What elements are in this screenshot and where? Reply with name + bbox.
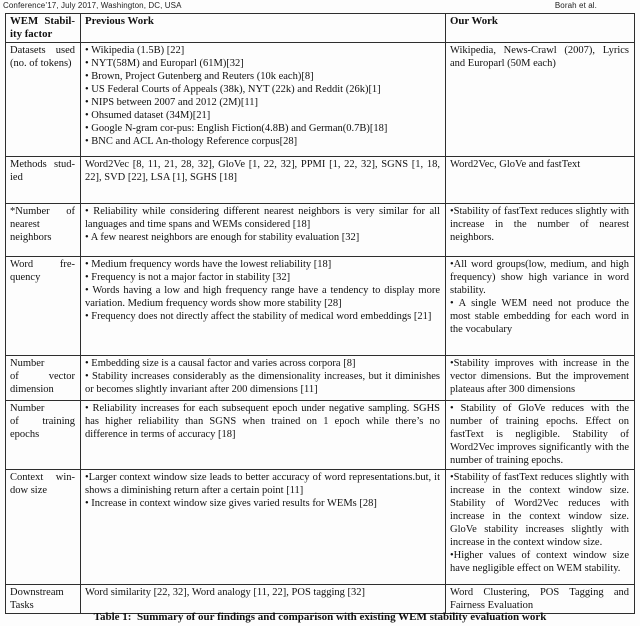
table-row: [6, 401, 635, 470]
previous-work-cell: [81, 470, 446, 585]
table-cell-paragraph: • NIPS between 2007 and 2012 (2M)[11]: [85, 97, 259, 108]
factor-cell: [6, 257, 81, 356]
table-row: [6, 470, 635, 585]
running-header-authors: Borah et al.: [554, 1, 597, 10]
table-cell-paragraph: • Google N-gram cor-pus: English Fiction(4.8B) and German(0.7B)[18]: [85, 123, 388, 134]
table-cell-paragraph: • Reliability while considering different nearest neighbors is very similar for all languages and time spans and WEMs considered [18]: [85, 206, 440, 230]
text-line: Methods stud-: [10, 159, 75, 170]
text-line: Word fre-: [10, 259, 75, 270]
table-cell-paragraph: • Increase in context window size gives varied results for WEMs [28]: [85, 498, 377, 509]
table-cell-paragraph: Word2Vec, GloVe and fastText: [450, 159, 581, 170]
col-header-previous-work: Previous Work: [81, 14, 446, 43]
table-cell-paragraph: • Words having a low and high frequency range have a tendency to display more variation. Medium frequency words show more stability [28]: [85, 285, 440, 309]
table-cell-paragraph: •Larger context window size leads to better accuracy of word representations.but, it shows a diminishing return after a certain point [11]: [85, 472, 440, 496]
summary-table: [5, 13, 635, 614]
table-cell-paragraph: • A few nearest neighbors are enough for stability evaluation [32]: [85, 232, 360, 243]
table-cell-paragraph: • Frequency is not a major factor in stability [32]: [85, 272, 291, 283]
text-line: of vector: [10, 371, 75, 382]
factor-cell: [6, 157, 81, 204]
text-line: dow size: [10, 485, 48, 496]
text-line: Number: [10, 358, 45, 369]
our-work-cell: [446, 585, 635, 614]
factor-cell: [6, 585, 81, 614]
table-caption: Table 1: Summary of our findings and comparison with existing WEM stability evaluation work: [93, 611, 547, 623]
previous-work-cell: [81, 356, 446, 401]
our-work-cell: [446, 257, 635, 356]
table-row: [6, 356, 635, 401]
table-cell-paragraph: Word Clustering, POS Tagging and Fairness Evaluation: [450, 587, 629, 611]
our-work-cell: [446, 356, 635, 401]
table-header-row: [6, 14, 635, 43]
text-line: dimension: [10, 384, 54, 395]
factor-cell: [6, 470, 81, 585]
our-work-cell: [446, 43, 635, 157]
previous-work-cell: [81, 157, 446, 204]
table-cell-paragraph: • Stability of GloVe reduces with the number of training epochs. Effect on fastText is negligible. Stability of Word2Vec improves significantly with the number of training epochs.: [450, 403, 629, 466]
text-line: nearest: [10, 219, 40, 230]
table-row: [6, 157, 635, 204]
factor-cell: [6, 356, 81, 401]
table-cell-paragraph: • BNC and ACL An-thology Reference corpus[28]: [85, 136, 298, 147]
our-work-cell: [446, 401, 635, 470]
table-cell-paragraph: • Wikipedia (1.5B) [22]: [85, 45, 185, 56]
table-row: [6, 204, 635, 257]
table-header: [6, 14, 635, 43]
text-line: (no. of tokens): [10, 58, 72, 69]
table-cell-paragraph: •Stability of fastText reduces slightly with increase in the context window size. Stability of Word2Vec reduces with increase in the context window size. GloVe stability increases slightly with increase in the context window size.: [450, 472, 629, 548]
text-line: Tasks: [10, 600, 34, 611]
previous-work-cell: [81, 204, 446, 257]
table-cell-paragraph: • Brown, Project Gutenberg and Reuters (10k each)[8]: [85, 71, 314, 82]
text-line: Number: [10, 403, 45, 414]
text-line: neighbors: [10, 232, 52, 243]
table-cell-paragraph: •Stability of fastText reduces slightly with increase in the number of nearest neighbors.: [450, 206, 629, 243]
text-line: ity factor: [10, 28, 53, 40]
text-line: Downstream: [10, 587, 64, 598]
col-header-wem-stability-factor: [6, 14, 81, 43]
table-cell-paragraph: • US Federal Courts of Appeals (38k), NYT (22k) and Reddit (26k)[1]: [85, 84, 381, 95]
text-line: *Number of: [10, 206, 75, 217]
text-line: quency: [10, 272, 41, 283]
text-line: of training: [10, 416, 75, 427]
table-cell-paragraph: • Reliability increases for each subsequent epoch under negative sampling. SGHS has higher reliability than SGNS when trained on 1 epoch while there’s no difference in terms of accuracy [18]: [85, 403, 440, 440]
table-row: [6, 43, 635, 157]
table-row: [6, 257, 635, 356]
previous-work-cell: [81, 257, 446, 356]
table-cell-paragraph: Word similarity [22, 32], Word analogy [11, 22], POS tagging [32]: [85, 587, 366, 598]
factor-cell: [6, 43, 81, 157]
table-cell-paragraph: • A single WEM need not produce the most stable embedding for each word in the vocabulary: [450, 298, 629, 335]
previous-work-cell: [81, 43, 446, 157]
our-work-cell: [446, 157, 635, 204]
factor-cell: [6, 401, 81, 470]
table-cell-paragraph: • Medium frequency words have the lowest reliability [18]: [85, 259, 332, 270]
table-cell-paragraph: • NYT(58M) and Europarl (61M)[32]: [85, 58, 244, 69]
table-cell-paragraph: • Ohsumed dataset (34M)[21]: [85, 110, 211, 121]
previous-work-cell: [81, 585, 446, 614]
text-line: Context win-: [10, 472, 75, 483]
table-cell-paragraph: • Embedding size is a causal factor and varies across corpora [8]: [85, 358, 356, 369]
text-line: WEM Stabil-: [10, 15, 75, 27]
our-work-cell: [446, 470, 635, 585]
running-header-conference: Conference’17, July 2017, Washington, DC, USA: [3, 1, 182, 10]
table-cell-paragraph: •All word groups(low, medium, and high frequency) show high variance in word stability.: [450, 259, 629, 296]
our-work-cell: [446, 204, 635, 257]
text-line: Datasets used: [10, 45, 75, 56]
table-cell-paragraph: • Stability increases considerably as the dimensionality increases, but it diminishes or becomes slightly invariant after 200 dimensions [11]: [85, 371, 440, 395]
text-line: epochs: [10, 429, 40, 440]
previous-work-cell: [81, 401, 446, 470]
text-line: ied: [10, 172, 23, 183]
table-cell-paragraph: • Frequency does not directly affect the stability of medical word embeddings [21]: [85, 311, 432, 322]
table-cell-paragraph: Word2Vec [8, 11, 21, 28, 32], GloVe [1, 22, 32], PPMI [1, 22, 32], SGNS [1, 18, 22], SVD [22], LSA [1], SGHS [18]: [85, 159, 440, 183]
col-header-our-work: Our Work: [446, 14, 635, 43]
table-cell-paragraph: •Stability improves with increase in the vector dimensions. But the improvement plateaus after 300 dimensions: [450, 358, 629, 395]
factor-cell: [6, 204, 81, 257]
table-cell-paragraph: Wikipedia, News-Crawl (2007), Lyrics and Europarl (50M each): [450, 45, 629, 69]
table-body: [6, 43, 635, 614]
running-header: [3, 1, 597, 10]
table-cell-paragraph: •Higher values of context window size have negligible effect on WEM stability.: [450, 550, 629, 574]
table-row: [6, 585, 635, 614]
